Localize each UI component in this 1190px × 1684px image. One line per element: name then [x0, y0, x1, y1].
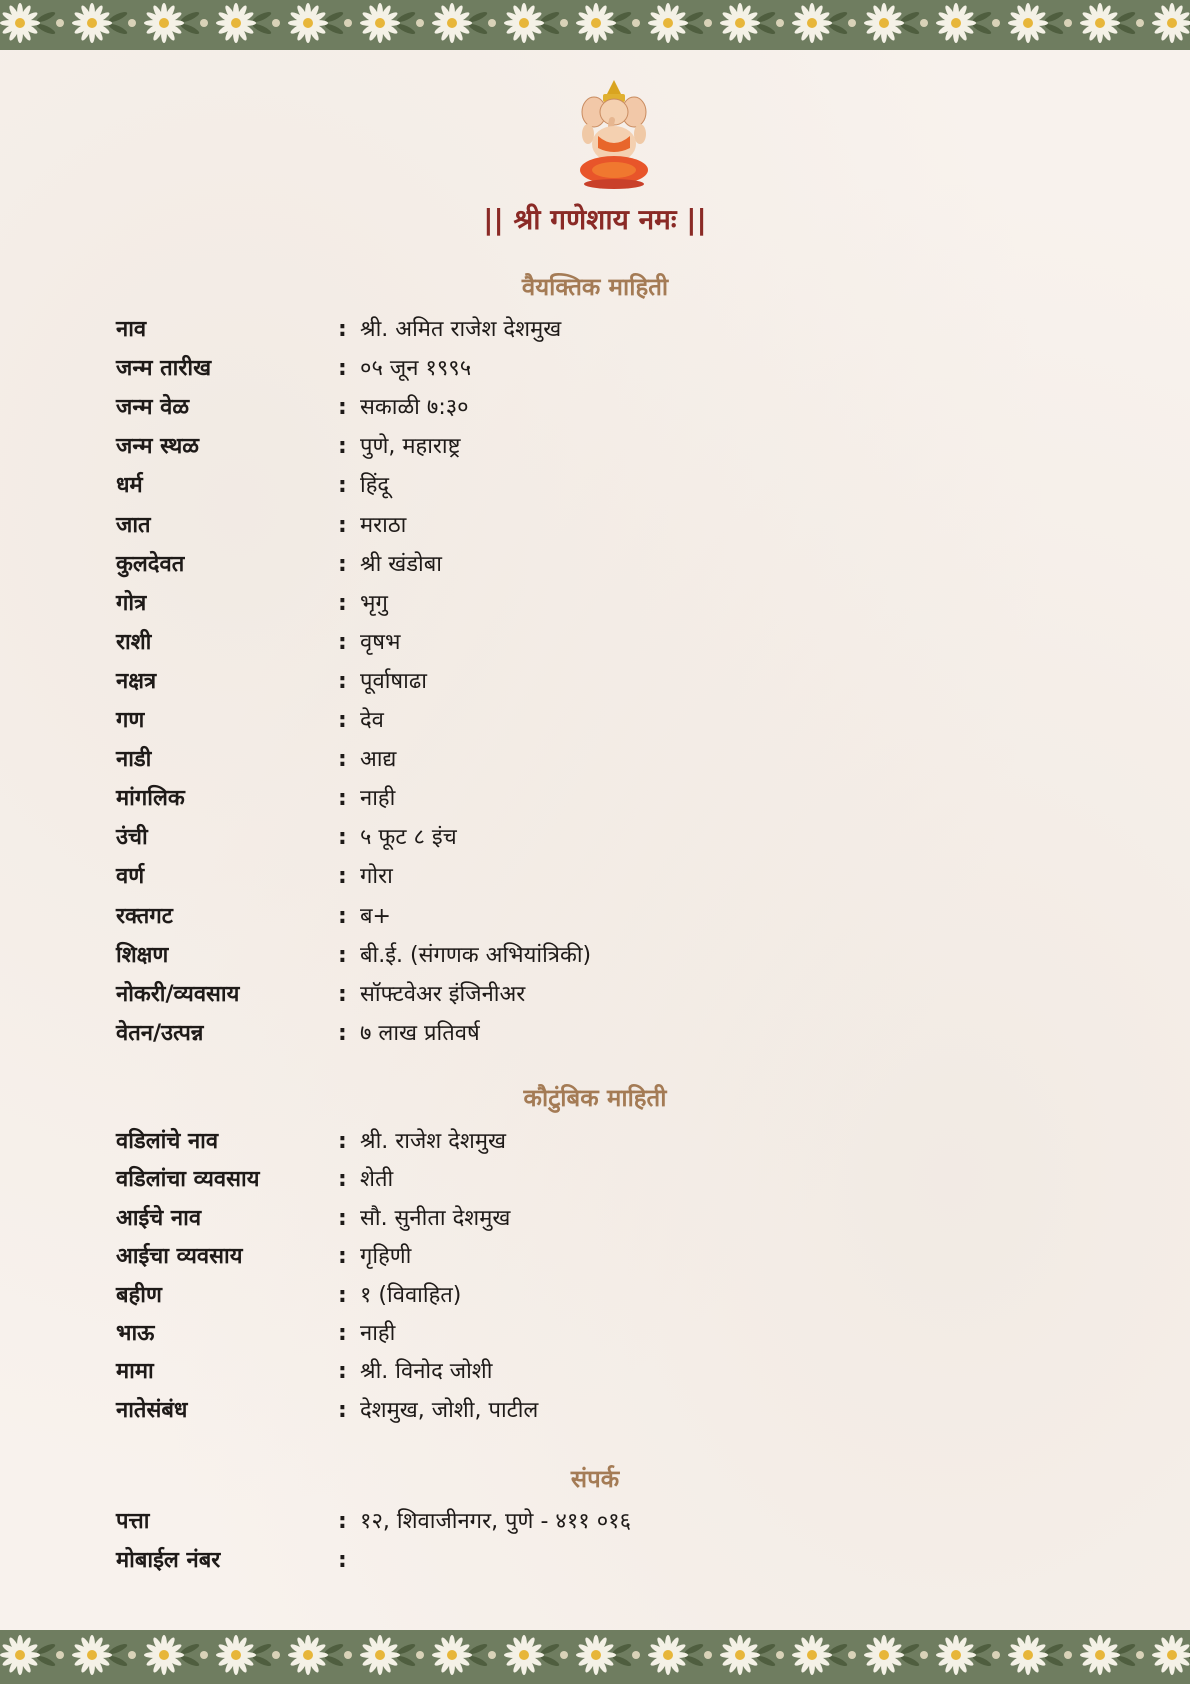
family-row [116, 1163, 1016, 1197]
field-value: १ (विवाहित) [360, 1282, 462, 1308]
field-label: शिक्षण [116, 942, 169, 968]
daisy-flower-icon [0, 0, 1190, 50]
field-value: वृषभ [360, 629, 401, 655]
field-value: श्री. राजेश देशमुख [360, 1129, 507, 1154]
field-label: गण [116, 708, 145, 733]
field-separator: : [338, 1244, 347, 1270]
field-value: मराठा [360, 512, 407, 538]
field-label: जन्म वेळ [116, 395, 190, 421]
personal-row [116, 900, 1016, 934]
family-row [116, 1355, 1016, 1389]
field-separator: : [338, 1359, 347, 1385]
field-separator: : [338, 1205, 347, 1231]
field-label: उंची [116, 825, 148, 851]
contact-row [116, 1505, 1016, 1539]
field-value: देशमुख, जोशी, पाटील [360, 1397, 539, 1423]
personal-row [116, 978, 1016, 1012]
field-label: जन्म तारीख [116, 356, 212, 382]
personal-row [116, 821, 1016, 855]
field-separator: : [338, 1548, 347, 1573]
field-separator: : [338, 512, 347, 538]
field-label: राशी [116, 629, 152, 655]
contact-section-title: संपर्क [570, 1465, 620, 1493]
personal-row [116, 782, 1016, 816]
personal-row [116, 743, 1016, 777]
field-separator: : [338, 1282, 347, 1308]
personal-row [116, 1017, 1016, 1051]
field-value: नाही [360, 1321, 396, 1346]
family-row [116, 1202, 1016, 1236]
field-label: नातेसंबंध [116, 1397, 188, 1423]
field-separator: : [338, 473, 347, 499]
field-label: वेतन/उत्पन्न [116, 1020, 204, 1046]
field-separator: : [338, 903, 347, 929]
personal-row [116, 469, 1016, 503]
field-value: १२, शिवाजीनगर, पुणे - ४११ ०१६ [360, 1509, 632, 1534]
field-value: सॉफ्टवेअर इंजिनीअर [360, 981, 526, 1007]
field-value: बी.ई. (संगणक अभियांत्रिकी) [360, 942, 592, 968]
field-value: सकाळी ७:३० [360, 395, 469, 421]
field-label: वर्ण [116, 864, 145, 890]
field-label: मामा [116, 1359, 154, 1385]
personal-row [116, 509, 1016, 543]
field-separator: : [338, 1509, 347, 1534]
family-row [116, 1279, 1016, 1313]
field-value: आद्य [360, 747, 397, 773]
field-value: गोरा [360, 864, 393, 890]
field-value: ब+ [360, 903, 391, 929]
personal-row [116, 548, 1016, 582]
field-separator: : [338, 942, 347, 968]
field-label: पत्ता [116, 1509, 150, 1534]
field-label: वडिलांचे नाव [116, 1129, 219, 1154]
field-separator: : [338, 590, 347, 616]
field-separator: : [338, 629, 347, 655]
field-value: ०५ जून १९९५ [360, 356, 472, 382]
field-separator: : [338, 825, 347, 851]
personal-row [116, 626, 1016, 660]
field-value: शेती [360, 1167, 394, 1193]
field-label: नाडी [116, 747, 152, 773]
field-label: मोबाईल नंबर [116, 1548, 221, 1573]
personal-row [116, 391, 1016, 425]
field-value: भृगु [360, 590, 388, 616]
mantra-heading: || श्री गणेशाय नमः || [483, 203, 707, 236]
field-label: रक्तगट [116, 903, 173, 929]
personal-row [116, 939, 1016, 973]
family-section-title: कौटुंबिक माहिती [523, 1084, 667, 1112]
field-value: श्री खंडोबा [360, 551, 442, 577]
personal-section-title: वैयक्तिक माहिती [521, 273, 669, 301]
field-separator: : [338, 434, 347, 460]
family-row [116, 1394, 1016, 1428]
field-separator: : [338, 747, 347, 773]
field-value: पूर्वाषाढा [360, 668, 427, 694]
field-value: नाही [360, 786, 396, 812]
field-separator: : [338, 1321, 347, 1346]
family-row [116, 1125, 1016, 1159]
field-value: हिंदू [360, 473, 390, 499]
contact-row [116, 1544, 1016, 1578]
floral-border-bottom [0, 1630, 1190, 1684]
field-separator: : [338, 1397, 347, 1423]
field-separator: : [338, 1129, 347, 1154]
field-label: जात [116, 512, 151, 538]
field-value: सौ. सुनीता देशमुख [360, 1205, 511, 1231]
field-label: बहीण [116, 1282, 162, 1308]
personal-row [116, 704, 1016, 738]
field-label: कुलदेवत [116, 551, 185, 577]
family-row [116, 1240, 1016, 1274]
field-separator: : [338, 1020, 347, 1046]
field-separator: : [338, 981, 347, 1007]
field-value: पुणे, महाराष्ट्र [360, 434, 461, 460]
field-separator: : [338, 395, 347, 421]
field-label: आईचे नाव [116, 1205, 202, 1231]
field-separator: : [338, 356, 347, 382]
personal-row [116, 352, 1016, 386]
field-separator: : [338, 668, 347, 694]
personal-row [116, 313, 1016, 347]
personal-row [116, 665, 1016, 699]
ganesha-icon [568, 78, 660, 190]
field-value: गृहिणी [360, 1244, 412, 1270]
floral-border-top [0, 0, 1190, 50]
personal-row [116, 587, 1016, 621]
field-label: नक्षत्र [116, 668, 157, 694]
field-label: गोत्र [116, 590, 147, 616]
field-separator: : [338, 864, 347, 890]
field-label: धर्म [116, 473, 143, 499]
field-label: भाऊ [116, 1321, 155, 1346]
field-value: ५ फूट ८ इंच [360, 825, 457, 851]
field-separator: : [338, 786, 347, 812]
field-label: जन्म स्थळ [116, 434, 200, 460]
field-separator: : [338, 551, 347, 577]
field-separator: : [338, 317, 347, 342]
field-value: देव [360, 708, 384, 733]
field-label: वडिलांचा व्यवसाय [116, 1167, 260, 1193]
field-label: मांगलिक [116, 786, 185, 812]
daisy-flower-icon [0, 1630, 1190, 1684]
family-row [116, 1317, 1016, 1351]
field-value: श्री. विनोद जोशी [360, 1359, 493, 1385]
field-value: ७ लाख प्रतिवर्ष [360, 1020, 480, 1046]
field-separator: : [338, 708, 347, 733]
field-label: नोकरी/व्यवसाय [116, 981, 240, 1007]
personal-row [116, 860, 1016, 894]
personal-row [116, 430, 1016, 464]
field-separator: : [338, 1167, 347, 1193]
field-label: आईचा व्यवसाय [116, 1244, 243, 1270]
field-value: श्री. अमित राजेश देशमुख [360, 317, 562, 342]
field-label: नाव [116, 317, 147, 342]
